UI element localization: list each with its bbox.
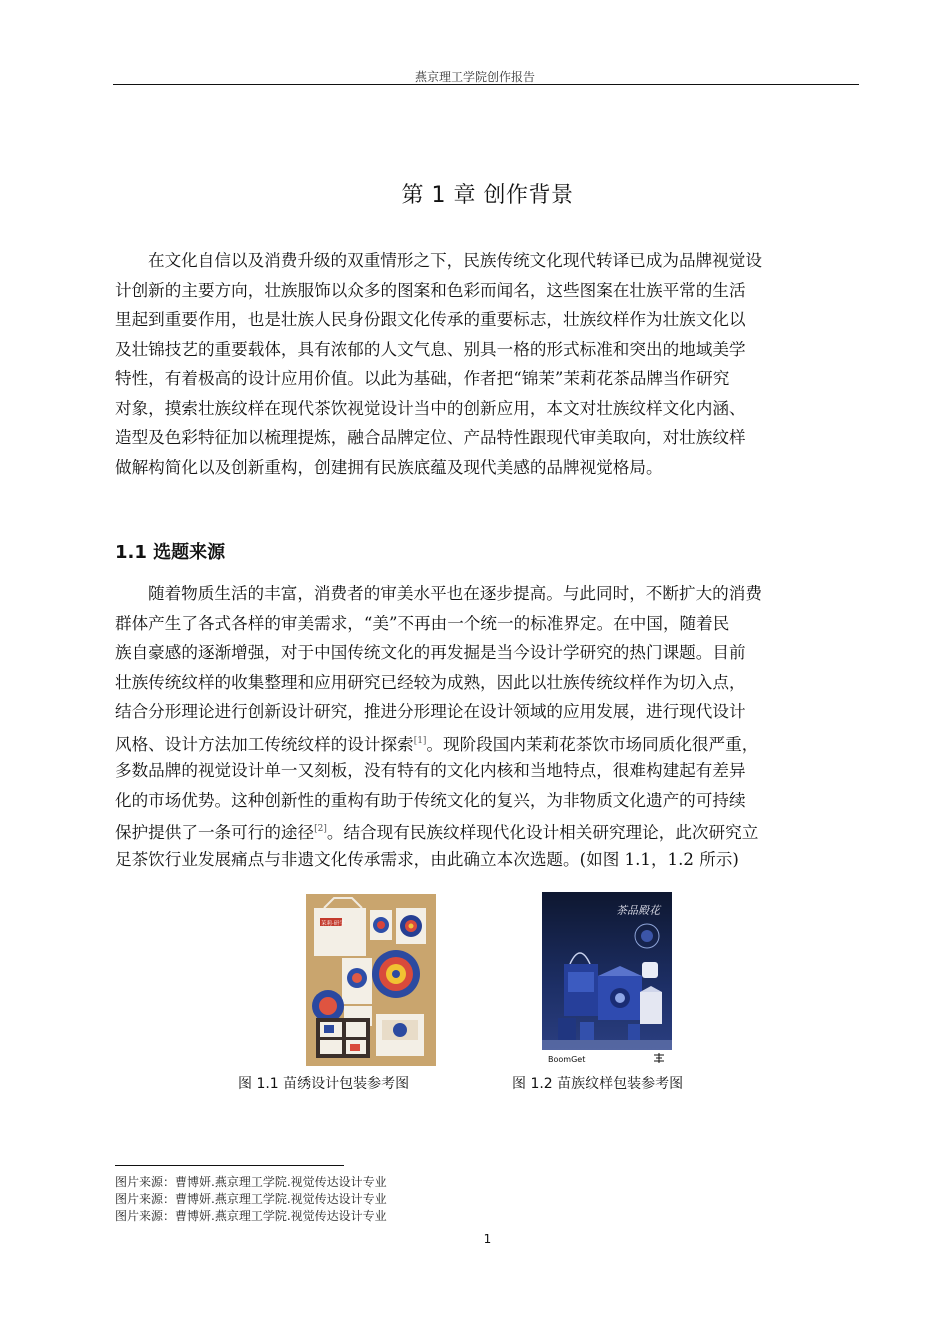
paragraph-line: 壮族传统纹样的收集整理和应用研究已经较为成熟，因此以壮族传统纹样作为切入点，	[115, 672, 746, 692]
paragraph-line: 对象，摸索壮族纹样在现代茶饮视觉设计当中的创新应用，本文对壮族纹样文化内涵、	[115, 398, 746, 418]
citation-2[interactable]: [2]	[314, 824, 327, 834]
line-segment: 风格、设计方法加工传统纹样的设计探索	[115, 734, 414, 754]
paragraph-line: 多数品牌的视觉设计单一又刻板，没有特有的文化内核和当地特点，很难构建起有差异	[115, 761, 746, 780]
paragraph-line: 特性，有着极高的设计应用价值。以此为基础，作者把“锦茉”茉莉花茶品牌当作研究	[115, 369, 730, 388]
paragraph-line: 结合分形理论进行创新设计研究，推进分形理论在设计领域的应用发展，进行现代设计	[115, 702, 746, 721]
footnote: 图片来源：曹博妍.燕京理工学院.视觉传达设计专业	[115, 1209, 387, 1223]
chapter-title: 第 1 章 创作背景	[401, 183, 574, 208]
paragraph-line	[115, 727, 859, 757]
paragraph-line: 足茶饮行业发展痛点与非遗文化传承需求，由此确立本次选题。(如图 1.1，1.2 所示)	[115, 849, 739, 869]
paragraph-line: 造型及色彩特征加以梳理提炼，融合品牌定位、产品特性跟现代审美取向，对壮族纹样	[115, 428, 746, 447]
poster-illustration	[542, 892, 672, 1066]
brand-label: BoomGet	[548, 1055, 586, 1064]
paragraph-line: 计创新的主要方向，壮族服饰以众多的图案和色彩而闻名，这些图案在壮族平常的生活	[115, 280, 746, 300]
paragraph-line: 随着物质生活的丰富，消费者的审美水平也在逐步提高。与此同时，不断扩大的消费	[148, 584, 762, 603]
running-header: 燕京理工学院创作报告	[414, 70, 535, 84]
citation-1[interactable]: [1]	[413, 735, 427, 746]
page-number: 1	[483, 1232, 492, 1246]
footnote-rule	[115, 1165, 344, 1166]
paragraph-line: 及壮锦技艺的重要载体，具有浓郁的人文气息、别具一格的形式标准和突出的地域美学	[115, 339, 746, 359]
header-rule	[113, 84, 859, 85]
packaging-illustration	[306, 894, 436, 1066]
section-paragraph	[115, 579, 859, 874]
pack-label: 茉莉·研学	[321, 921, 345, 927]
paragraph-line	[115, 815, 859, 845]
section-title: 1.1 选题来源	[115, 542, 226, 563]
line-segment: 。结合现有民族纹样现代化设计相关研究理论，此次研究立	[326, 823, 759, 842]
figure-1-image	[306, 894, 436, 1066]
line-segment: 。现阶段国内茉莉花茶饮市场同质化很严重，	[426, 734, 759, 754]
poster-title: 茶品殿花	[616, 904, 660, 917]
figure-2-caption: 图 1.2 苗族纹样包装参考图	[512, 1076, 684, 1092]
paragraph-line: 在文化自信以及消费升级的双重情形之下，民族传统文化现代转译已成为品牌视觉设	[148, 251, 762, 270]
paragraph-line: 里起到重要作用，也是壮族人民身份跟文化传承的重要标志，壮族纹样作为壮族文化以	[115, 310, 746, 329]
paragraph-line: 群体产生了各式各样的审美需求，“美”不再由一个统一的标准界定。在中国，随着民	[115, 613, 730, 633]
footnote: 图片来源：曹博妍.燕京理工学院.视觉传达设计专业	[115, 1175, 387, 1189]
paragraph-line: 化的市场优势。这种创新性的重构有助于传统文化的复兴，为非物质文化遗产的可持续	[115, 790, 746, 810]
footnote: 图片来源：曹博妍.燕京理工学院.视觉传达设计专业	[115, 1192, 387, 1206]
line-segment: 保护提供了一条可行的途径	[115, 823, 315, 842]
intro-paragraph	[115, 246, 859, 482]
figure-2-image	[542, 892, 672, 1066]
paragraph-line: 族自豪感的逐渐增强，对于中国传统文化的再发掘是当今设计学研究的热门课题。目前	[115, 643, 746, 662]
footnotes	[115, 1174, 387, 1225]
paragraph-line: 做解构简化以及创新重构，创建拥有民族底蕴及现代美感的品牌视觉格局。	[115, 457, 663, 477]
figure-1-caption: 图 1.1 苗绣设计包装参考图	[238, 1076, 410, 1092]
